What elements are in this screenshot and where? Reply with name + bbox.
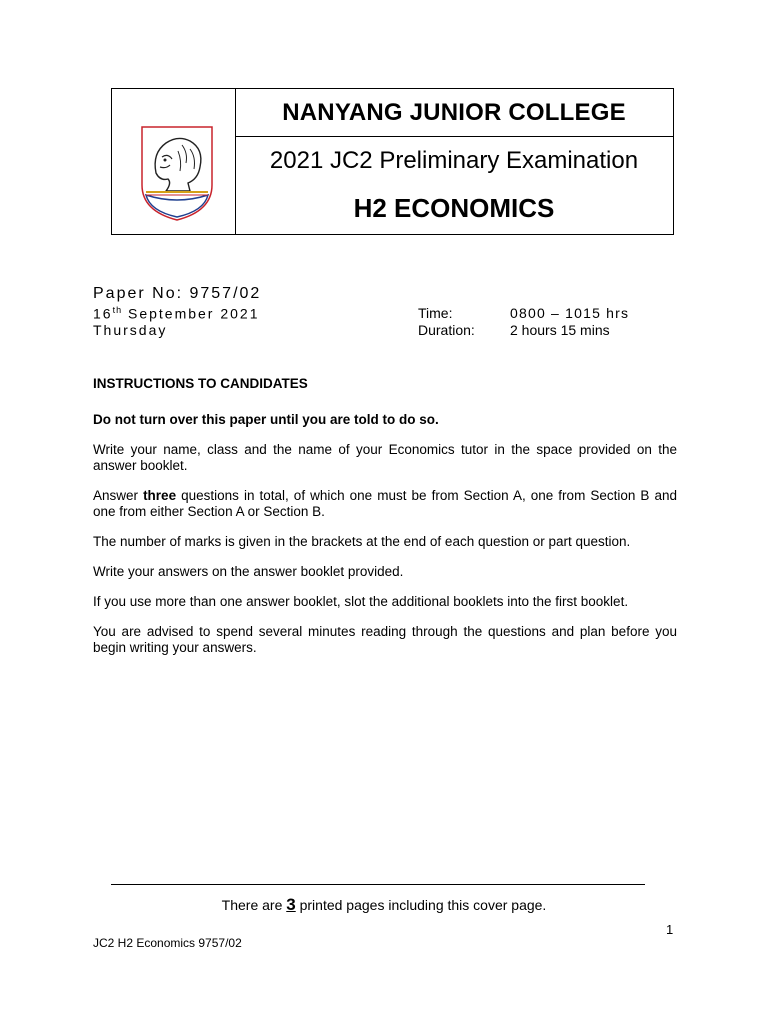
paper-number: Paper No: 9757/02: [93, 285, 262, 302]
instruction-answer-emphasis: three: [143, 488, 177, 503]
date-suffix: th: [112, 305, 123, 315]
printed-pages-note: [0, 895, 768, 915]
page-number: 1: [666, 922, 674, 937]
date-month-year: September 2021: [122, 305, 260, 322]
footer-divider: [111, 884, 645, 885]
pages-count: 3: [286, 895, 296, 914]
exam-title: 2021 JC2 Preliminary Examination: [269, 147, 639, 174]
exam-weekday: Thursday: [93, 322, 168, 338]
instruction-answer-prefix: Answer: [93, 488, 144, 503]
pages-note-prefix: There are: [221, 897, 287, 913]
instruction-reading-time: You are advised to spend several minutes reading through the questions and plan before you begin writing your answers.: [93, 624, 677, 655]
exam-date: [93, 305, 260, 322]
cover-header-box: [111, 88, 674, 235]
logo-cell: [112, 89, 236, 234]
college-crest-icon: [138, 123, 216, 223]
instructions-heading: INSTRUCTIONS TO CANDIDATES: [93, 376, 308, 391]
instruction-marks: The number of marks is given in the brackets at the end of each question or part question.: [93, 534, 631, 549]
college-name-cell: [235, 89, 673, 137]
duration-label: Duration:: [418, 322, 475, 338]
college-name: NANYANG JUNIOR COLLEGE: [282, 98, 626, 126]
date-day: 16: [93, 305, 113, 322]
time-label: Time:: [418, 305, 453, 321]
instruction-answer-rest: questions in total, of which one must be from Section A, one from Section B and one from either Section A or Section B.: [93, 488, 677, 519]
instructions-section: [93, 376, 677, 656]
instruction-answer-count: [93, 488, 677, 520]
instructions-warning: Do not turn over this paper until you are told to do so.: [93, 412, 439, 427]
subject-title: H2 ECONOMICS: [353, 193, 555, 223]
instruction-name-details: Write your name, class and the name of your Economics tutor in the space provided on the answer booklet.: [93, 442, 677, 473]
instruction-answer-booklet: Write your answers on the answer booklet provided.: [93, 564, 404, 579]
duration-value: 2 hours 15 mins: [510, 322, 610, 338]
instruction-extra-booklets: If you use more than one answer booklet, slot the additional booklets into the first booklet.: [93, 594, 629, 609]
footer-paper-code: JC2 H2 Economics 9757/02: [93, 936, 242, 950]
time-value: 0800 – 1015 hrs: [510, 305, 630, 321]
pages-note-suffix: printed pages including this cover page.: [295, 897, 547, 913]
